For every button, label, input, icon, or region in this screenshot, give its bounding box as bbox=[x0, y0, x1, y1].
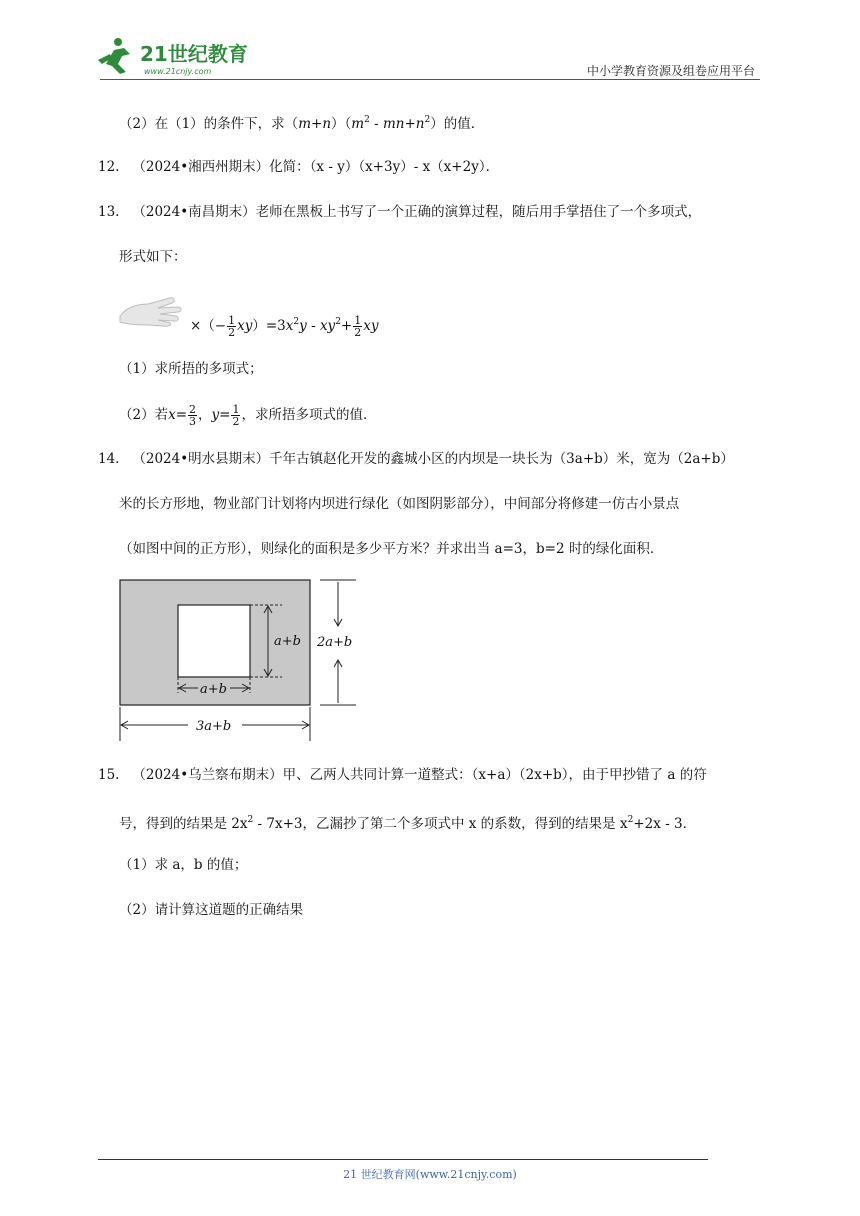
q13-equation: ×（− $\frac{1}{2}$ $xy)=3x^2y - xy^2+$ $\frac{1}{2}$ xy bbox=[190, 314, 379, 339]
q12: 12. （2024•湘西州期末）化简：（x - y）（x+3y）- x（x+2y）． bbox=[98, 159, 500, 175]
q13-part2: （2）若x= $\frac{2}{3}$ ，y= $\frac{1}{2}$ ，求所捂多项式的值． bbox=[119, 403, 377, 428]
q15-part2: （2）请计算这道题的正确结果 bbox=[119, 902, 304, 918]
q15-part1: （1）求 a，b 的值； bbox=[119, 857, 248, 873]
q14-line2: 米的长方形地，物业部门计划将内坝进行绿化（如图阴影部分），中间部分将修建一仿古小景点 bbox=[119, 496, 680, 512]
label-inner-width: a+b bbox=[200, 682, 227, 697]
logo-text: 21世纪教育 bbox=[140, 42, 248, 66]
hand-icon bbox=[118, 292, 188, 328]
center-square bbox=[178, 605, 250, 677]
site-logo bbox=[96, 34, 266, 78]
q13-line1: 13. （2024•南昌期末）老师在黑板上书写了一个正确的演算过程，随后用手掌捂住了一个多项式， bbox=[98, 204, 702, 220]
garden-figure bbox=[110, 575, 370, 745]
label-inner-height: a+b bbox=[274, 634, 301, 649]
q11-part2: （2）在（1）的条件下，求$(m+n)(m^2 - mn+n^2)$的值． bbox=[119, 115, 485, 132]
logo-url: www.21cnjy.com bbox=[144, 67, 212, 76]
header-divider bbox=[100, 79, 760, 80]
label-outer-width: 3a+b bbox=[196, 719, 232, 734]
q14-line1: 14. （2024•明水县期末）千年古镇赵化开发的鑫城小区的内坝是一块长为（3a+b）米，宽为（2a+b） bbox=[98, 451, 734, 467]
q15-line1: 15. （2024•乌兰察布期末）甲、乙两人共同计算一道整式：（x+a）（2x+b），由于甲抄错了 a 的符 bbox=[98, 767, 707, 783]
q14-line3: （如图中间的正方形），则绿化的面积是多少平方米？并求出当 a=3，b=2 时的绿化面积． bbox=[119, 541, 664, 557]
q13-part1: （1）求所捂的多项式； bbox=[119, 361, 263, 377]
header-platform-name: 中小学教育资源及组卷应用平台 bbox=[586, 64, 755, 78]
label-outer-height: 2a+b bbox=[317, 635, 353, 650]
q13-line2: 形式如下： bbox=[119, 249, 187, 265]
q15-line2: 号，得到的结果是 $2x^2 - 7x+3$，乙漏抄了第二个多项式中 x 的系数，得到的结果是 $x^2+2x - 3$． bbox=[119, 815, 697, 832]
footer-link[interactable]: 21 世纪教育网(www.21cnjy.com) bbox=[343, 1168, 517, 1181]
footer-divider bbox=[98, 1159, 708, 1160]
